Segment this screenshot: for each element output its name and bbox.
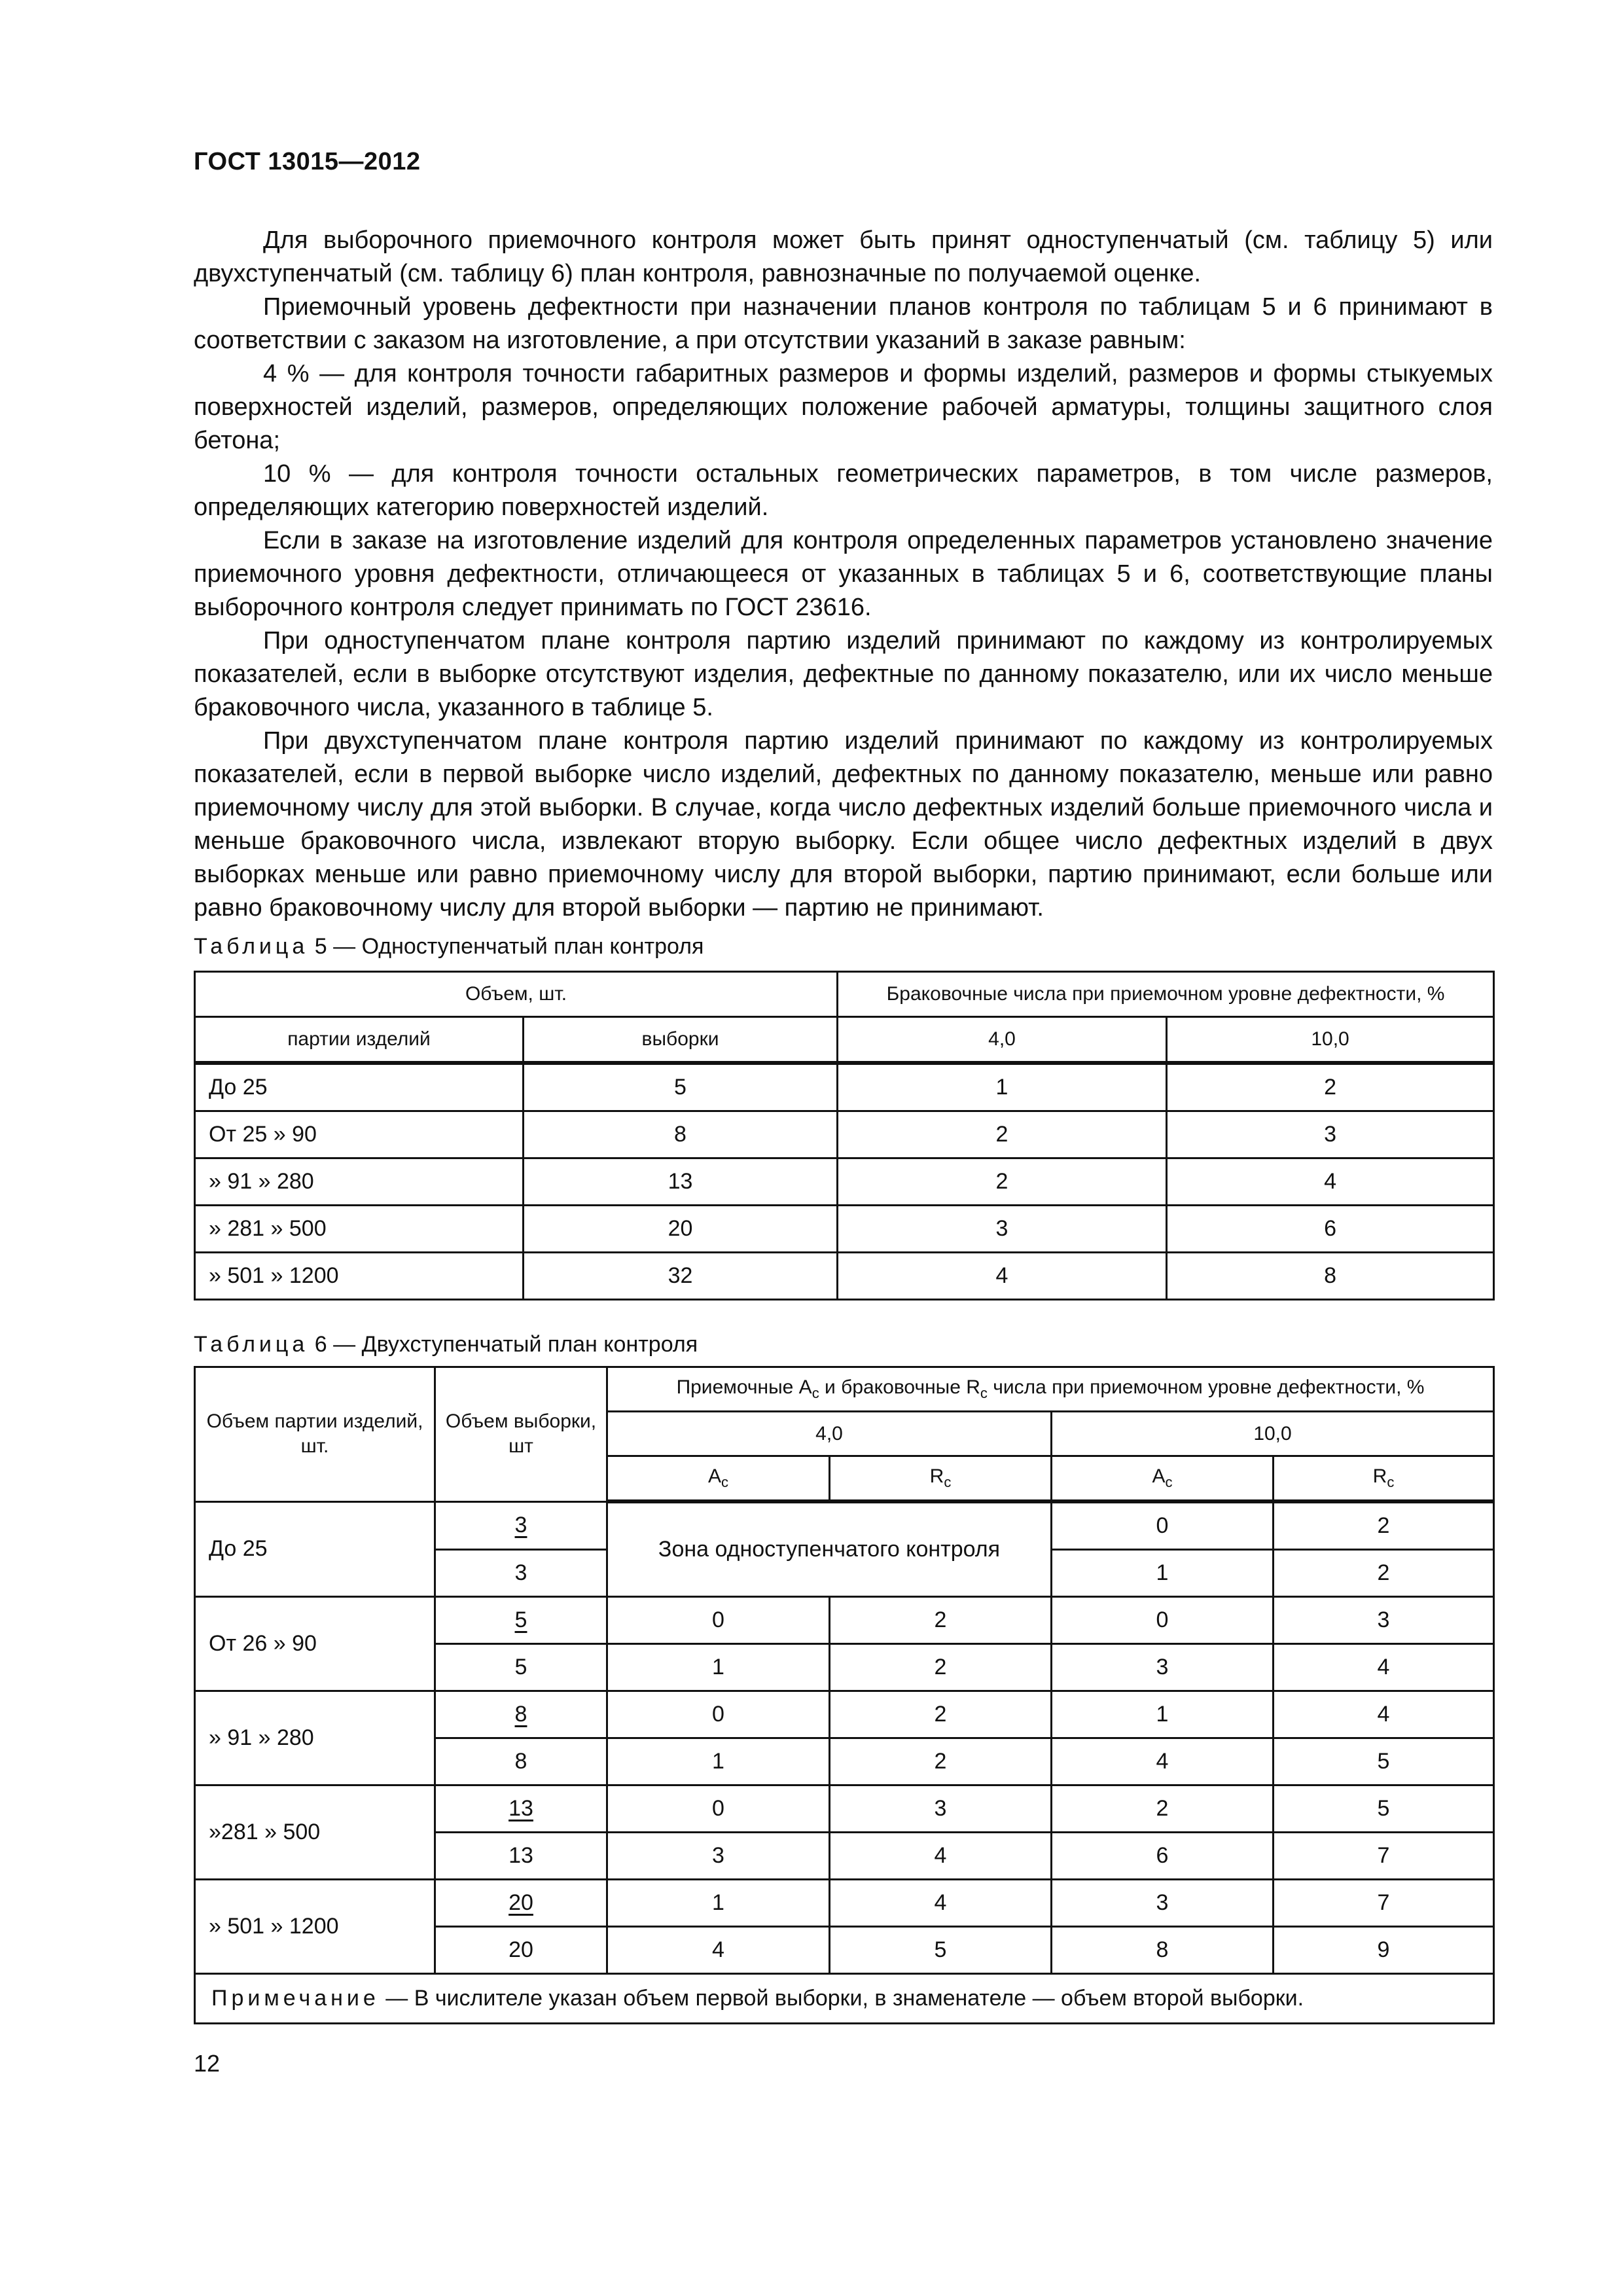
table6-cell: 1 (607, 1644, 830, 1691)
table5-caption-word: Таблица (194, 934, 309, 959)
table5-caption (194, 933, 704, 960)
sample-numerator: 5 (514, 1607, 527, 1632)
subscript: c (944, 1474, 952, 1490)
table6-cell: 1 (1052, 1691, 1274, 1738)
table6-cell: 5 (1274, 1785, 1494, 1833)
table6-head-ac (1052, 1456, 1274, 1502)
rc-label: R (1372, 1465, 1387, 1487)
table6-head-main-text: Приемочные A (676, 1376, 812, 1398)
table6-cell: 9 (1274, 1927, 1494, 1974)
table6-cell: 3 (830, 1785, 1052, 1833)
note-word: Примечание (211, 1986, 380, 2011)
table6-note-row (195, 1974, 1494, 2024)
table5-head-10: 10,0 (1167, 1017, 1494, 1064)
table5-cell: » 501 » 1200 (195, 1253, 524, 1300)
sample-numerator: 13 (508, 1796, 533, 1821)
table-row (195, 1597, 1494, 1644)
table5 (194, 971, 1495, 1300)
table6-cell: 4 (830, 1833, 1052, 1880)
subscript: c (1165, 1474, 1173, 1490)
table-row (195, 1206, 1494, 1253)
table6-cell: 1 (607, 1738, 830, 1785)
table6-head-sample: Объем выборки, шт (435, 1367, 607, 1502)
paragraph: 10 % — для контроля точности остальных геометрических параметров, в том числе размеров, определяющих категорию поверхностей изделий. (194, 460, 1493, 521)
table6-cell: 7 (1274, 1880, 1494, 1927)
table5-subheader-row (195, 1017, 1494, 1064)
paragraph: Если в заказе на изготовление изделий для контроля определенных параметров установлено значение приемочного уровня дефектности, отличающееся от указанных в таблицах 5 и 6, соответствующие планы выборочного контроля следует принимать по ГОСТ 23616. (194, 527, 1493, 621)
subscript: c (1387, 1474, 1395, 1490)
table6-cell: 5 (830, 1927, 1052, 1974)
table5-cell: 1 (838, 1063, 1167, 1111)
table6-cell: 8 (1052, 1927, 1274, 1974)
table-row (195, 1063, 1494, 1111)
document-header: ГОСТ 13015—2012 (194, 148, 421, 175)
table6-head-main-text: и браковочные R (819, 1376, 980, 1398)
paragraph: При двухступенчатом плане контроля партию изделий принимают по каждому из контролируемых показателей, если в первой выборке число изделий, дефектных по данному показателю, меньше или равно приемочному числу для этой выборки. В случае, когда число дефектных изделий больше приемочного числа и меньше браковочного числа, извлекают вторую выборку. Если общее число дефектных изделий в двух выборках меньше или равно приемочному числу для второй выборки, партию принимают, если больше или равно браковочному числу для второй выборки — партию не принимают. (194, 727, 1493, 922)
subscript: c (812, 1385, 819, 1401)
table6-sample-first (435, 1691, 607, 1738)
sample-numerator: 3 (514, 1513, 527, 1538)
table6-cell: 6 (1052, 1833, 1274, 1880)
paragraph: Приемочный уровень дефектности при назначении планов контроля по таблицам 5 и 6 принимают в соответствии с заказом на изготовление, а при отсутствии указаний в заказе равным: (194, 293, 1493, 354)
table6-batch: » 91 » 280 (195, 1691, 435, 1785)
note-text: — В числителе указан объем первой выборки, в знаменателе — объем второй выборки. (379, 1986, 1304, 2011)
table5-cell: » 91 » 280 (195, 1158, 524, 1206)
table-row (195, 1785, 1494, 1833)
table5-head-sample: выборки (524, 1017, 838, 1064)
paragraph: Для выборочного приемочного контроля может быть принят одноступенчатый (см. таблицу 5) или двухступенчатый (см. таблицу 6) план контроля, равнозначные по получаемой оценке. (194, 226, 1493, 287)
table6-cell: 3 (1052, 1644, 1274, 1691)
table6-cell: 3 (1052, 1880, 1274, 1927)
table6-cell: 2 (830, 1738, 1052, 1785)
table-row (195, 1158, 1494, 1206)
table6-cell: 4 (1274, 1644, 1494, 1691)
table5-cell: 2 (838, 1158, 1167, 1206)
table5-cell: 3 (1167, 1111, 1494, 1158)
table6-sample-first (435, 1785, 607, 1833)
table5-cell: От 25 » 90 (195, 1111, 524, 1158)
table5-cell: » 281 » 500 (195, 1206, 524, 1253)
table6-zone: Зона одноступенчатого контроля (607, 1501, 1052, 1597)
table5-cell: 8 (524, 1111, 838, 1158)
table-row (195, 1880, 1494, 1927)
table6-cell: 3 (607, 1833, 830, 1880)
table-row (195, 1691, 1494, 1738)
table6-caption (194, 1331, 698, 1357)
ac-label: A (707, 1465, 721, 1487)
body-text (194, 224, 1493, 925)
table5-head-reject: Браковочные числа при приемочном уровне дефектности, % (838, 972, 1494, 1017)
table6-cell: 3 (1274, 1597, 1494, 1644)
table6-head-main-text: числа при приемочном уровне дефектности, % (987, 1376, 1425, 1398)
table6-sample-second: 20 (435, 1927, 607, 1974)
table6-cell: 0 (607, 1597, 830, 1644)
table6-head-4: 4,0 (607, 1412, 1052, 1456)
subscript: c (721, 1474, 728, 1490)
table6-caption-word: Таблица (194, 1332, 309, 1357)
rc-label: R (929, 1465, 944, 1487)
table6-note (195, 1974, 1494, 2024)
table6-cell: 0 (1052, 1597, 1274, 1644)
table5-cell: 2 (838, 1111, 1167, 1158)
paragraph: При одноступенчатом плане контроля партию изделий принимают по каждому из контролируемых показателей, если в выборке отсутствуют изделия, дефектные по данному показателю, или их число меньше браковочного числа, указанного в таблице 5. (194, 627, 1493, 721)
table5-cell: До 25 (195, 1063, 524, 1111)
table6-cell: 0 (607, 1691, 830, 1738)
table5-head-4: 4,0 (838, 1017, 1167, 1064)
table6-cell: 2 (1052, 1785, 1274, 1833)
table6-caption-text: 6 — Двухступенчатый план контроля (314, 1332, 698, 1357)
table6 (194, 1366, 1495, 2024)
table6-cell: 2 (1274, 1550, 1494, 1597)
table6-cell: 2 (830, 1691, 1052, 1738)
table6-cell: 2 (830, 1644, 1052, 1691)
table6-cell: 4 (830, 1880, 1052, 1927)
table6-head-batch: Объем партии изделий, шт. (195, 1367, 435, 1502)
table6-sample-second: 13 (435, 1833, 607, 1880)
table6-sample-second: 3 (435, 1550, 607, 1597)
table5-cell: 6 (1167, 1206, 1494, 1253)
table6-cell: 4 (607, 1927, 830, 1974)
table6-header-row (195, 1367, 1494, 1412)
table6-cell: 5 (1274, 1738, 1494, 1785)
table6-cell: 1 (1052, 1550, 1274, 1597)
sample-numerator: 20 (508, 1890, 533, 1915)
page-number: 12 (194, 2050, 221, 2077)
table6-sample-first (435, 1597, 607, 1644)
table6-cell: 4 (1274, 1691, 1494, 1738)
table6-head-ac (607, 1456, 830, 1502)
table6-cell: 0 (607, 1785, 830, 1833)
table5-cell: 8 (1167, 1253, 1494, 1300)
table5-cell: 20 (524, 1206, 838, 1253)
table6-cell: 0 (1052, 1501, 1274, 1550)
table5-header-row (195, 972, 1494, 1017)
table5-cell: 4 (1167, 1158, 1494, 1206)
table6-cell: 4 (1052, 1738, 1274, 1785)
table6-cell: 7 (1274, 1833, 1494, 1880)
sample-numerator: 8 (514, 1702, 527, 1727)
table5-cell: 13 (524, 1158, 838, 1206)
table5-head-volume: Объем, шт. (195, 972, 838, 1017)
ac-label: A (1152, 1465, 1166, 1487)
table6-head-main (607, 1367, 1494, 1412)
table6-sample-second: 5 (435, 1644, 607, 1691)
table6-batch: »281 » 500 (195, 1785, 435, 1880)
table5-cell: 4 (838, 1253, 1167, 1300)
table6-sample-first (435, 1501, 607, 1550)
table6-sample-second: 8 (435, 1738, 607, 1785)
table5-cell: 5 (524, 1063, 838, 1111)
table6-batch: До 25 (195, 1501, 435, 1597)
table5-head-batch: партии изделий (195, 1017, 524, 1064)
table6-cell: 2 (830, 1597, 1052, 1644)
table6-batch: » 501 » 1200 (195, 1880, 435, 1974)
table6-sample-first (435, 1880, 607, 1927)
subscript: c (980, 1385, 988, 1401)
table-row (195, 1501, 1494, 1550)
table6-batch: От 26 » 90 (195, 1597, 435, 1691)
table5-cell: 3 (838, 1206, 1167, 1253)
table5-caption-text: 5 — Одноступенчатый план контроля (314, 934, 704, 959)
table5-cell: 32 (524, 1253, 838, 1300)
table6-head-rc (830, 1456, 1052, 1502)
paragraph: 4 % — для контроля точности габаритных размеров и формы изделий, размеров и формы стыкуемых поверхностей изделий, размеров, определяющих положение рабочей арматуры, толщины защитного слоя бетона; (194, 360, 1493, 454)
document-page (194, 0, 1493, 2296)
table-row (195, 1253, 1494, 1300)
table6-head-rc (1274, 1456, 1494, 1502)
table6-cell: 1 (607, 1880, 830, 1927)
table5-cell: 2 (1167, 1063, 1494, 1111)
table6-cell: 2 (1274, 1501, 1494, 1550)
table-row (195, 1111, 1494, 1158)
table6-head-10: 10,0 (1052, 1412, 1494, 1456)
